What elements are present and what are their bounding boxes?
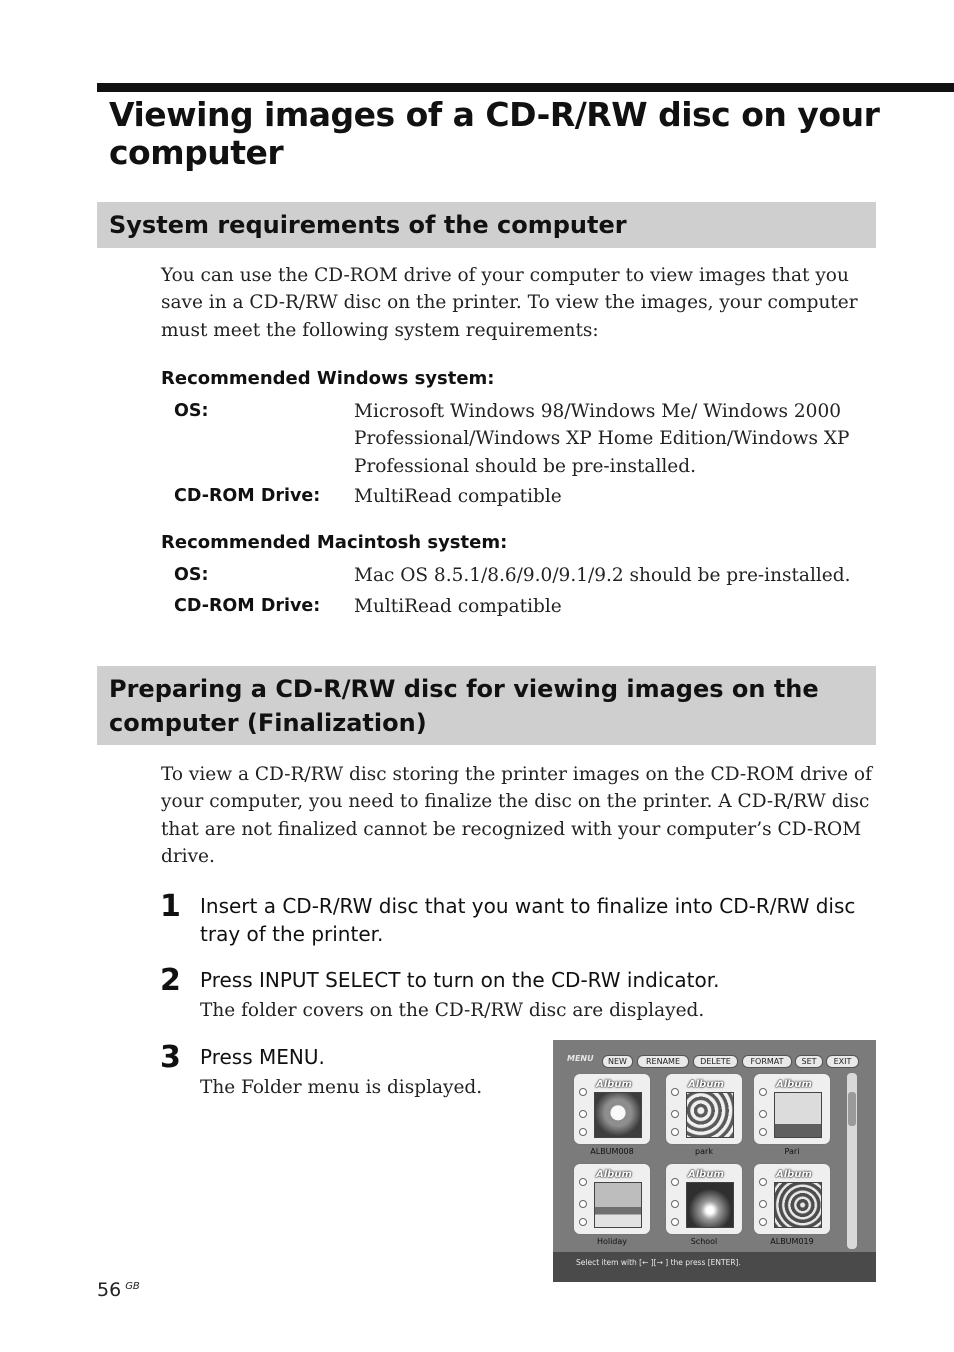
section-heading-system-requirements: System requirements of the computer [97,202,876,248]
step-2-note: The folder covers on the CD-R/RW disc are displayed. [200,1000,705,1021]
album-rings-icon [670,1178,678,1228]
album-photo [686,1092,734,1138]
system-requirements-intro: You can use the CD-ROM drive of your computer to view images that you save in a CD-R/RW disc on the printer. To view the images, your computer must meet the following system requirements: [161,265,858,341]
folder-menu-screenshot [553,1040,876,1282]
delete-button[interactable]: DELETE [693,1055,738,1068]
finalization-intro: To view a CD-R/RW disc storing the printer images on the CD-ROM drive of your computer, you need to finalize the disc on the printer. A CD-R/RW disc that are not finalized cannot be recognized with your computer’s CD-ROM drive. [161,764,872,867]
format-button[interactable]: FORMAT [742,1055,792,1068]
mac-drive-label: CD-ROM Drive: [174,596,321,616]
new-button[interactable]: NEW [602,1055,633,1068]
windows-drive-label: CD-ROM Drive: [174,486,321,506]
album-label: Album [688,1169,724,1180]
album-tile[interactable] [665,1163,743,1249]
album-photo [594,1182,642,1228]
album-cover [753,1163,831,1235]
set-button[interactable]: SET [795,1055,823,1068]
region-code: GB [125,1280,140,1292]
album-photo [774,1182,822,1228]
step-3-text: Press MENU. [200,1045,325,1069]
album-cover [573,1163,651,1235]
album-name: ALBUM019 [770,1237,814,1246]
album-cover [665,1073,743,1145]
album-label: Album [776,1169,812,1180]
mac-os-label: OS: [174,565,209,585]
album-photo [774,1092,822,1138]
rename-button[interactable]: RENAME [637,1055,689,1068]
album-label: Album [776,1079,812,1090]
windows-os-label: OS: [174,401,209,421]
album-photo [594,1092,642,1138]
album-tile[interactable] [573,1163,651,1249]
exit-button[interactable]: EXIT [826,1055,859,1068]
page-number [97,1279,140,1301]
page-title: Viewing images of a CD-R/RW disc on your computer [109,95,880,172]
album-photo [686,1182,734,1228]
album-tile[interactable] [753,1163,831,1249]
album-name: Pari [784,1147,800,1156]
step-1-text: Insert a CD-R/RW disc that you want to finalize into CD-R/RW disc tray of the printer. [200,894,856,946]
album-tile[interactable] [573,1073,651,1159]
album-tile[interactable] [753,1073,831,1159]
album-rings-icon [758,1088,766,1138]
step-3-number: 3 [160,1040,181,1075]
step-1-number: 1 [160,889,181,924]
album-tile[interactable] [665,1073,743,1159]
album-cover [665,1163,743,1235]
album-label: Album [596,1079,632,1090]
mac-heading: Recommended Macintosh system: [161,532,508,553]
album-label: Album [688,1079,724,1090]
album-cover [573,1073,651,1145]
page-number-value: 56 [97,1279,122,1301]
mac-drive-value: MultiRead compatible [354,596,562,617]
album-rings-icon [670,1088,678,1138]
album-label: Album [596,1169,632,1180]
scrollbar-thumb[interactable] [848,1092,856,1126]
windows-os-value: Microsoft Windows 98/Windows Me/ Windows 2000 Professional/Windows XP Home Edition/Windows XP Professional should be pre-installed. [354,401,850,477]
album-grid [573,1073,843,1282]
status-bar: Select item with [← ][→ ] the press [ENTER]. [553,1252,876,1282]
title-rule [97,83,954,92]
step-2-text: Press INPUT SELECT to turn on the CD-RW indicator. [200,968,720,992]
step-2-number: 2 [160,963,181,998]
menu-logo: MENU [567,1054,594,1063]
step-3-note: The Folder menu is displayed. [200,1077,483,1098]
album-rings-icon [578,1088,586,1138]
album-rings-icon [758,1178,766,1228]
album-name: School [690,1237,718,1246]
album-name: ALBUM008 [590,1147,634,1156]
album-rings-icon [578,1178,586,1228]
section-heading-finalization: Preparing a CD-R/RW disc for viewing images on the computer (Finalization) [97,666,876,745]
windows-drive-value: MultiRead compatible [354,486,562,507]
album-name: park [695,1147,713,1156]
album-name: Holiday [596,1237,628,1246]
windows-heading: Recommended Windows system: [161,368,495,389]
album-cover [753,1073,831,1145]
mac-os-value: Mac OS 8.5.1/8.6/9.0/9.1/9.2 should be pre-installed. [354,565,851,586]
